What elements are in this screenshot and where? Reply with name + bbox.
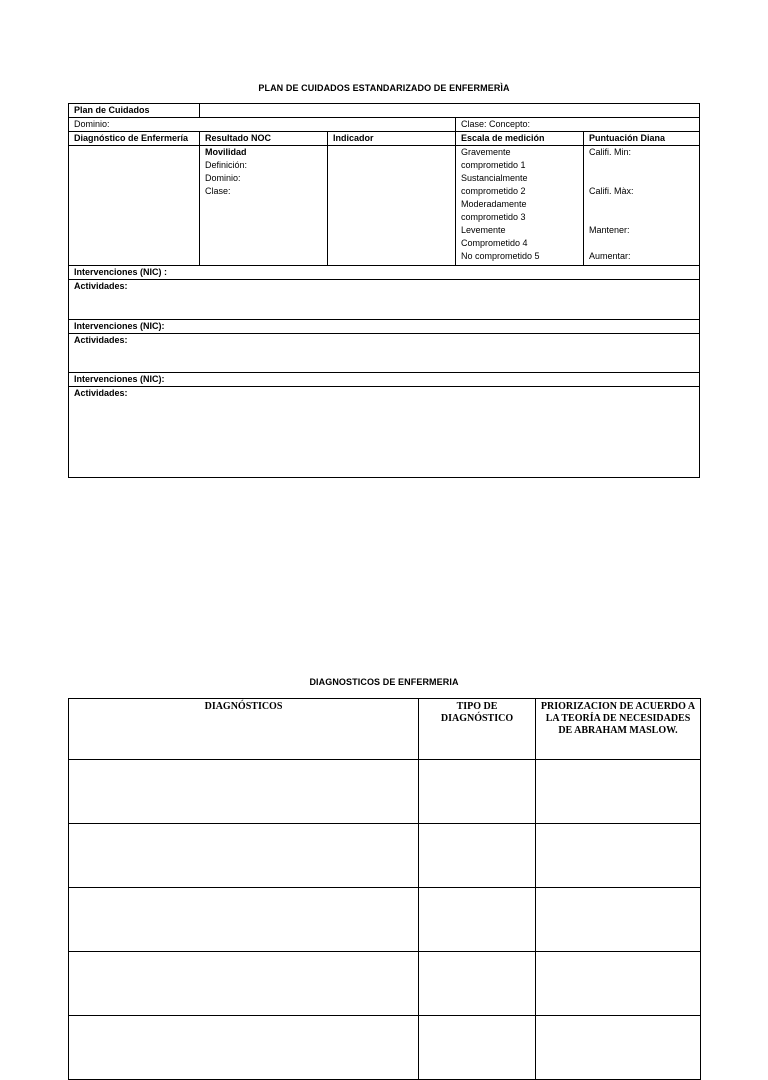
escala-line: Gravemente — [461, 147, 511, 157]
table-row — [69, 1016, 701, 1080]
header-puntuacion: Puntuación Diana — [584, 132, 700, 146]
plan-value-field[interactable] — [200, 104, 700, 118]
puntuacion-line — [589, 198, 694, 211]
tipo-cell[interactable] — [419, 888, 536, 952]
table-row — [69, 760, 701, 824]
tipo-cell[interactable] — [419, 760, 536, 824]
resultado-line: Definición: — [205, 160, 248, 170]
intervenciones-row[interactable]: Intervenciones (NIC) : — [69, 266, 700, 280]
escala-line: Comprometido 4 — [461, 238, 528, 248]
intervenciones-row[interactable]: Intervenciones (NIC): — [69, 373, 700, 387]
header-escala: Escala de medición — [456, 132, 584, 146]
escala-line: Moderadamente — [461, 199, 527, 209]
diagnostics-title: DIAGNOSTICOS DE ENFERMERIA — [309, 677, 459, 687]
tipo-cell[interactable] — [419, 1016, 536, 1080]
resultado-line: Clase: — [205, 186, 231, 196]
table-row — [69, 888, 701, 952]
puntuacion-line — [589, 211, 694, 224]
diagnostico-cell[interactable] — [69, 1016, 419, 1080]
puntuacion-line: Califi. Màx: — [589, 186, 634, 196]
puntuacion-line — [589, 172, 694, 185]
puntuacion-line: Mantener: — [589, 225, 630, 235]
diagnostico-cell[interactable] — [69, 760, 419, 824]
priorizacion-cell[interactable] — [536, 824, 701, 888]
header-indicador: Indicador — [328, 132, 456, 146]
tipo-cell[interactable] — [419, 824, 536, 888]
actividades-row[interactable]: Actividades: — [69, 387, 700, 478]
diagnostico-cell[interactable] — [69, 888, 419, 952]
resultado-line: Movilidad — [205, 147, 247, 157]
header-priorizacion: PRIORIZACION DE ACUERDO A LA TEORÍA DE NECESIDADES DE ABRAHAM MASLOW. — [536, 699, 701, 760]
puntuacion-cell[interactable] — [584, 146, 700, 266]
table-row — [69, 952, 701, 1016]
actividades-row[interactable]: Actividades: — [69, 280, 700, 320]
resultado-cell[interactable] — [200, 146, 328, 266]
escala-line: Sustancialmente — [461, 173, 528, 183]
escala-line: comprometido 3 — [461, 212, 526, 222]
priorizacion-cell[interactable] — [536, 760, 701, 824]
plan-label: Plan de Cuidados — [69, 104, 200, 118]
actividades-row[interactable]: Actividades: — [69, 334, 700, 373]
escala-cell — [456, 146, 584, 266]
puntuacion-line — [589, 159, 694, 172]
header-resultado: Resultado NOC — [200, 132, 328, 146]
escala-line: comprometido 1 — [461, 160, 526, 170]
escala-line: No comprometido 5 — [461, 251, 540, 261]
diagnostics-table — [68, 698, 701, 1080]
header-diagnosticos: DIAGNÓSTICOS — [69, 699, 419, 760]
priorizacion-cell[interactable] — [536, 1016, 701, 1080]
escala-line: comprometido 2 — [461, 186, 526, 196]
care-plan-title: PLAN DE CUIDADOS ESTANDARIZADO DE ENFERMERÌA — [258, 83, 510, 93]
dominio-field[interactable]: Dominio: — [69, 118, 456, 132]
indicador-field[interactable] — [328, 146, 456, 266]
table-row — [69, 824, 701, 888]
diagnostico-field[interactable] — [69, 146, 200, 266]
puntuacion-line — [589, 237, 694, 250]
puntuacion-line: Califi. Min: — [589, 147, 632, 157]
clase-concepto-field[interactable]: Clase: Concepto: — [456, 118, 700, 132]
header-tipo: TIPO DE DIAGNÓSTICO — [419, 699, 536, 760]
intervenciones-row[interactable]: Intervenciones (NIC): — [69, 320, 700, 334]
puntuacion-line: Aumentar: — [589, 251, 631, 261]
header-diagnostico: Diagnóstico de Enfermería — [69, 132, 200, 146]
care-plan-table — [68, 103, 700, 478]
priorizacion-cell[interactable] — [536, 952, 701, 1016]
diagnostico-cell[interactable] — [69, 824, 419, 888]
priorizacion-cell[interactable] — [536, 888, 701, 952]
resultado-line: Dominio: — [205, 173, 241, 183]
tipo-cell[interactable] — [419, 952, 536, 1016]
diagnostico-cell[interactable] — [69, 952, 419, 1016]
escala-line: Levemente — [461, 225, 506, 235]
